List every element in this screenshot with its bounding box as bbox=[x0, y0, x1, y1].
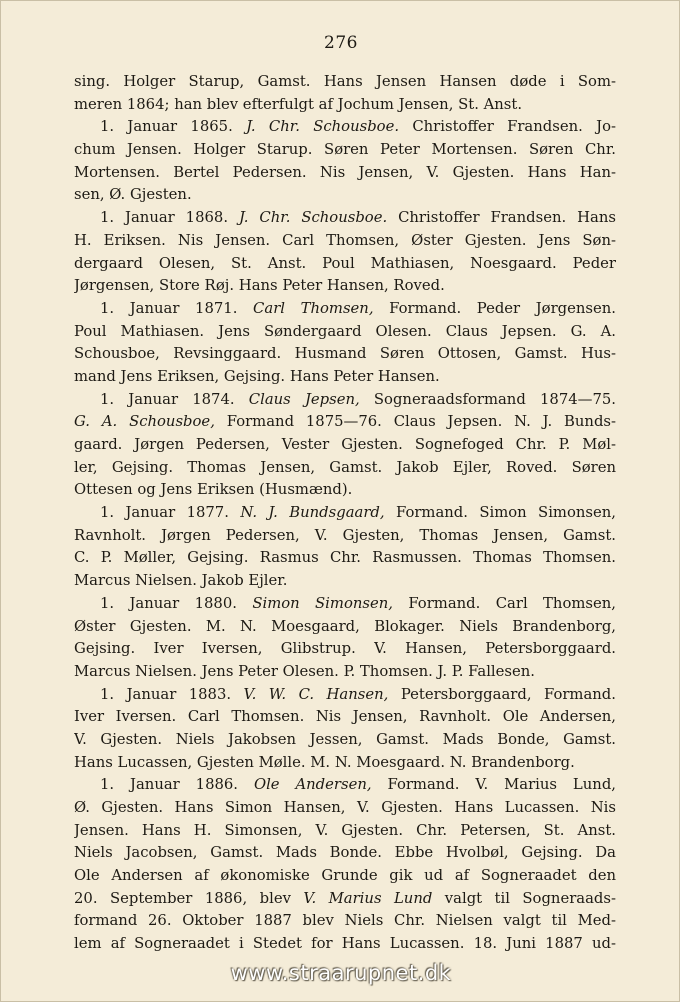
text-run: formand 26. Oktober 1887 blev Niels Chr. Nielsen valgt til Med- bbox=[74, 912, 616, 930]
italic-name: J. Chr. Schousboe. bbox=[238, 209, 388, 227]
text-line bbox=[74, 162, 616, 185]
text-line bbox=[74, 774, 616, 797]
italic-name: Claus Jepsen, bbox=[248, 390, 360, 408]
text-run: meren 1864; han blev efterfulgt af Jochum Jensen, St. Anst. bbox=[74, 95, 523, 113]
text-line bbox=[74, 797, 616, 820]
text-line bbox=[74, 411, 616, 434]
text-run: Ravnholt. Jørgen Pedersen, V. Gjesten, Thomas Jensen, Gamst. bbox=[74, 526, 616, 544]
text-run: 1. Januar 1880. bbox=[100, 594, 253, 612]
text-run: Poul Mathiasen. Jens Søndergaard Olesen. Claus Jepsen. G. A. bbox=[74, 322, 616, 340]
text-run: Hans Lucassen, Gjesten Mølle. M. N. Moesgaard. N. Brandenborg. bbox=[74, 753, 575, 771]
text-run: 1. Januar 1865. bbox=[100, 118, 247, 136]
text-run: Ole Andersen af økonomiske Grunde gik ud af Sogneraadet den bbox=[74, 867, 616, 885]
text-line bbox=[74, 139, 616, 162]
text-run: mand Jens Eriksen, Gejsing. Hans Peter Hansen. bbox=[74, 367, 440, 385]
text-run: 1. Januar 1874. bbox=[100, 390, 249, 408]
text-run: Gejsing. Iver Iversen, Glibstrup. V. Hansen, Petersborggaard. bbox=[74, 640, 616, 658]
text-run: 1. Januar 1877. bbox=[100, 504, 241, 522]
text-run: gaard. Jørgen Pedersen, Vester Gjesten. Sognefoged Chr. P. Møl- bbox=[74, 436, 616, 453]
text-line bbox=[74, 910, 616, 933]
text-run: lem af Sogneraadet i Stedet for Hans Lucassen. 18. Juni 1887 ud- bbox=[74, 935, 616, 953]
italic-name: Simon Simonsen, bbox=[252, 594, 393, 612]
text-run: 1. Januar 1871. bbox=[100, 299, 254, 317]
text-line bbox=[74, 343, 616, 366]
text-line bbox=[74, 706, 616, 729]
italic-name: G. A. Schousboe, bbox=[74, 413, 215, 431]
text-run: C. P. Møller, Gejsing. Rasmus Chr. Rasmussen. Thomas Thomsen. bbox=[74, 549, 616, 567]
text-run: H. Eriksen. Nis Jensen. Carl Thomsen, Øster Gjesten. Jens Søn- bbox=[74, 231, 616, 249]
text-run: Ottesen og Jens Eriksen (Husmænd). bbox=[74, 481, 353, 499]
text-line bbox=[74, 525, 616, 548]
text-run: Iver Iversen. Carl Thomsen. Nis Jensen, Ravnholt. Ole Andersen, bbox=[74, 708, 616, 726]
text-run: ler, Gejsing. Thomas Jensen, Gamst. Jakob Ejler, Roved. Søren bbox=[74, 458, 616, 476]
text-line bbox=[74, 616, 616, 639]
text-run: Mortensen. Bertel Pedersen. Nis Jensen, V. Gjesten. Hans Han- bbox=[74, 163, 616, 181]
italic-name: V. W. C. Hansen, bbox=[243, 685, 389, 703]
italic-name: N. J. Bundsgaard, bbox=[240, 504, 385, 522]
text-run: 1. Januar 1883. bbox=[100, 685, 244, 703]
text-line bbox=[74, 865, 616, 888]
text-line bbox=[74, 502, 616, 525]
watermark: www.straarupnet.dk bbox=[230, 961, 452, 985]
text-line bbox=[74, 479, 616, 502]
text-run: Christoffer Frandsen. Hans bbox=[387, 209, 616, 227]
text-run: sen, Ø. Gjesten. bbox=[74, 186, 192, 204]
text-line bbox=[74, 547, 616, 570]
italic-name: Ole Andersen, bbox=[253, 776, 372, 794]
text-line bbox=[74, 389, 616, 412]
text-run: sing. Holger Starup, Gamst. Hans Jensen Hansen døde i Som- bbox=[74, 73, 616, 90]
text-line bbox=[74, 207, 616, 230]
text-run: Jørgensen, Store Røj. Hans Peter Hansen, Roved. bbox=[74, 277, 445, 295]
text-line bbox=[74, 434, 616, 457]
text-run: chum Jensen. Holger Starup. Søren Peter Mortensen. Søren Chr. bbox=[74, 141, 616, 159]
body-text bbox=[74, 71, 616, 956]
text-run: Formand 1875—76. Claus Jepsen. N. J. Bunds- bbox=[214, 413, 616, 431]
text-line bbox=[74, 661, 616, 684]
text-line bbox=[74, 842, 616, 865]
text-line bbox=[74, 684, 616, 707]
text-line bbox=[74, 570, 616, 593]
text-run: Christoffer Frandsen. Jo- bbox=[399, 118, 616, 136]
text-run: 20. September 1886, blev bbox=[74, 889, 304, 907]
text-run: Marcus Nielsen. Jakob Ejler. bbox=[74, 572, 288, 590]
text-line bbox=[74, 71, 616, 94]
text-run: Ø. Gjesten. Hans Simon Hansen, V. Gjesten. Hans Lucassen. Nis bbox=[74, 799, 616, 816]
text-run: 1. Januar 1886. bbox=[100, 776, 254, 794]
text-run: Niels Jacobsen, Gamst. Mads Bonde. Ebbe Hvolbøl, Gejsing. Da bbox=[74, 844, 616, 862]
text-line bbox=[74, 933, 616, 956]
text-line bbox=[74, 638, 616, 661]
text-line bbox=[74, 184, 616, 207]
text-run: Formand. Simon Simonsen, bbox=[384, 504, 616, 522]
text-line bbox=[74, 275, 616, 298]
text-run: Formand. V. Marius Lund, bbox=[371, 776, 616, 794]
text-run: Formand. Peder Jørgensen. bbox=[373, 299, 616, 317]
text-line bbox=[74, 457, 616, 480]
text-line bbox=[74, 366, 616, 389]
text-line bbox=[74, 253, 616, 276]
page-number: 276 bbox=[324, 33, 358, 53]
text-run: Jensen. Hans H. Simonsen, V. Gjesten. Chr. Petersen, St. Anst. bbox=[74, 821, 616, 839]
text-run: 1. Januar 1868. bbox=[100, 209, 239, 227]
text-run: Sogneraadsformand 1874—75. bbox=[359, 390, 616, 408]
text-line bbox=[74, 729, 616, 752]
text-run: Schousboe, Revsinggaard. Husmand Søren Ottosen, Gamst. Hus- bbox=[74, 345, 616, 363]
text-run: Formand. Carl Thomsen, bbox=[392, 594, 616, 612]
italic-name: V. Marius Lund bbox=[303, 889, 433, 907]
text-run: V. Gjesten. Niels Jakobsen Jessen, Gamst. Mads Bonde, Gamst. bbox=[74, 730, 616, 748]
italic-name: Carl Thomsen, bbox=[253, 299, 374, 317]
italic-name: J. Chr. Schousboe. bbox=[246, 118, 400, 136]
text-line bbox=[74, 888, 616, 911]
text-line bbox=[74, 593, 616, 616]
text-line bbox=[74, 752, 616, 775]
text-line bbox=[74, 116, 616, 139]
text-line bbox=[74, 94, 616, 117]
text-line bbox=[74, 321, 616, 344]
text-run: Marcus Nielsen. Jens Peter Olesen. P. Thomsen. J. P. Fallesen. bbox=[74, 662, 535, 680]
text-run: dergaard Olesen, St. Anst. Poul Mathiasen, Noesgaard. Peder bbox=[74, 254, 616, 272]
text-line bbox=[74, 820, 616, 843]
text-run: Petersborggaard, Formand. bbox=[388, 685, 616, 703]
text-run: Øster Gjesten. M. N. Moesgaard, Blokager. Niels Brandenborg, bbox=[74, 617, 616, 635]
text-line bbox=[74, 298, 616, 321]
text-line bbox=[74, 230, 616, 253]
text-run: valgt til Sogneraads- bbox=[432, 889, 616, 907]
